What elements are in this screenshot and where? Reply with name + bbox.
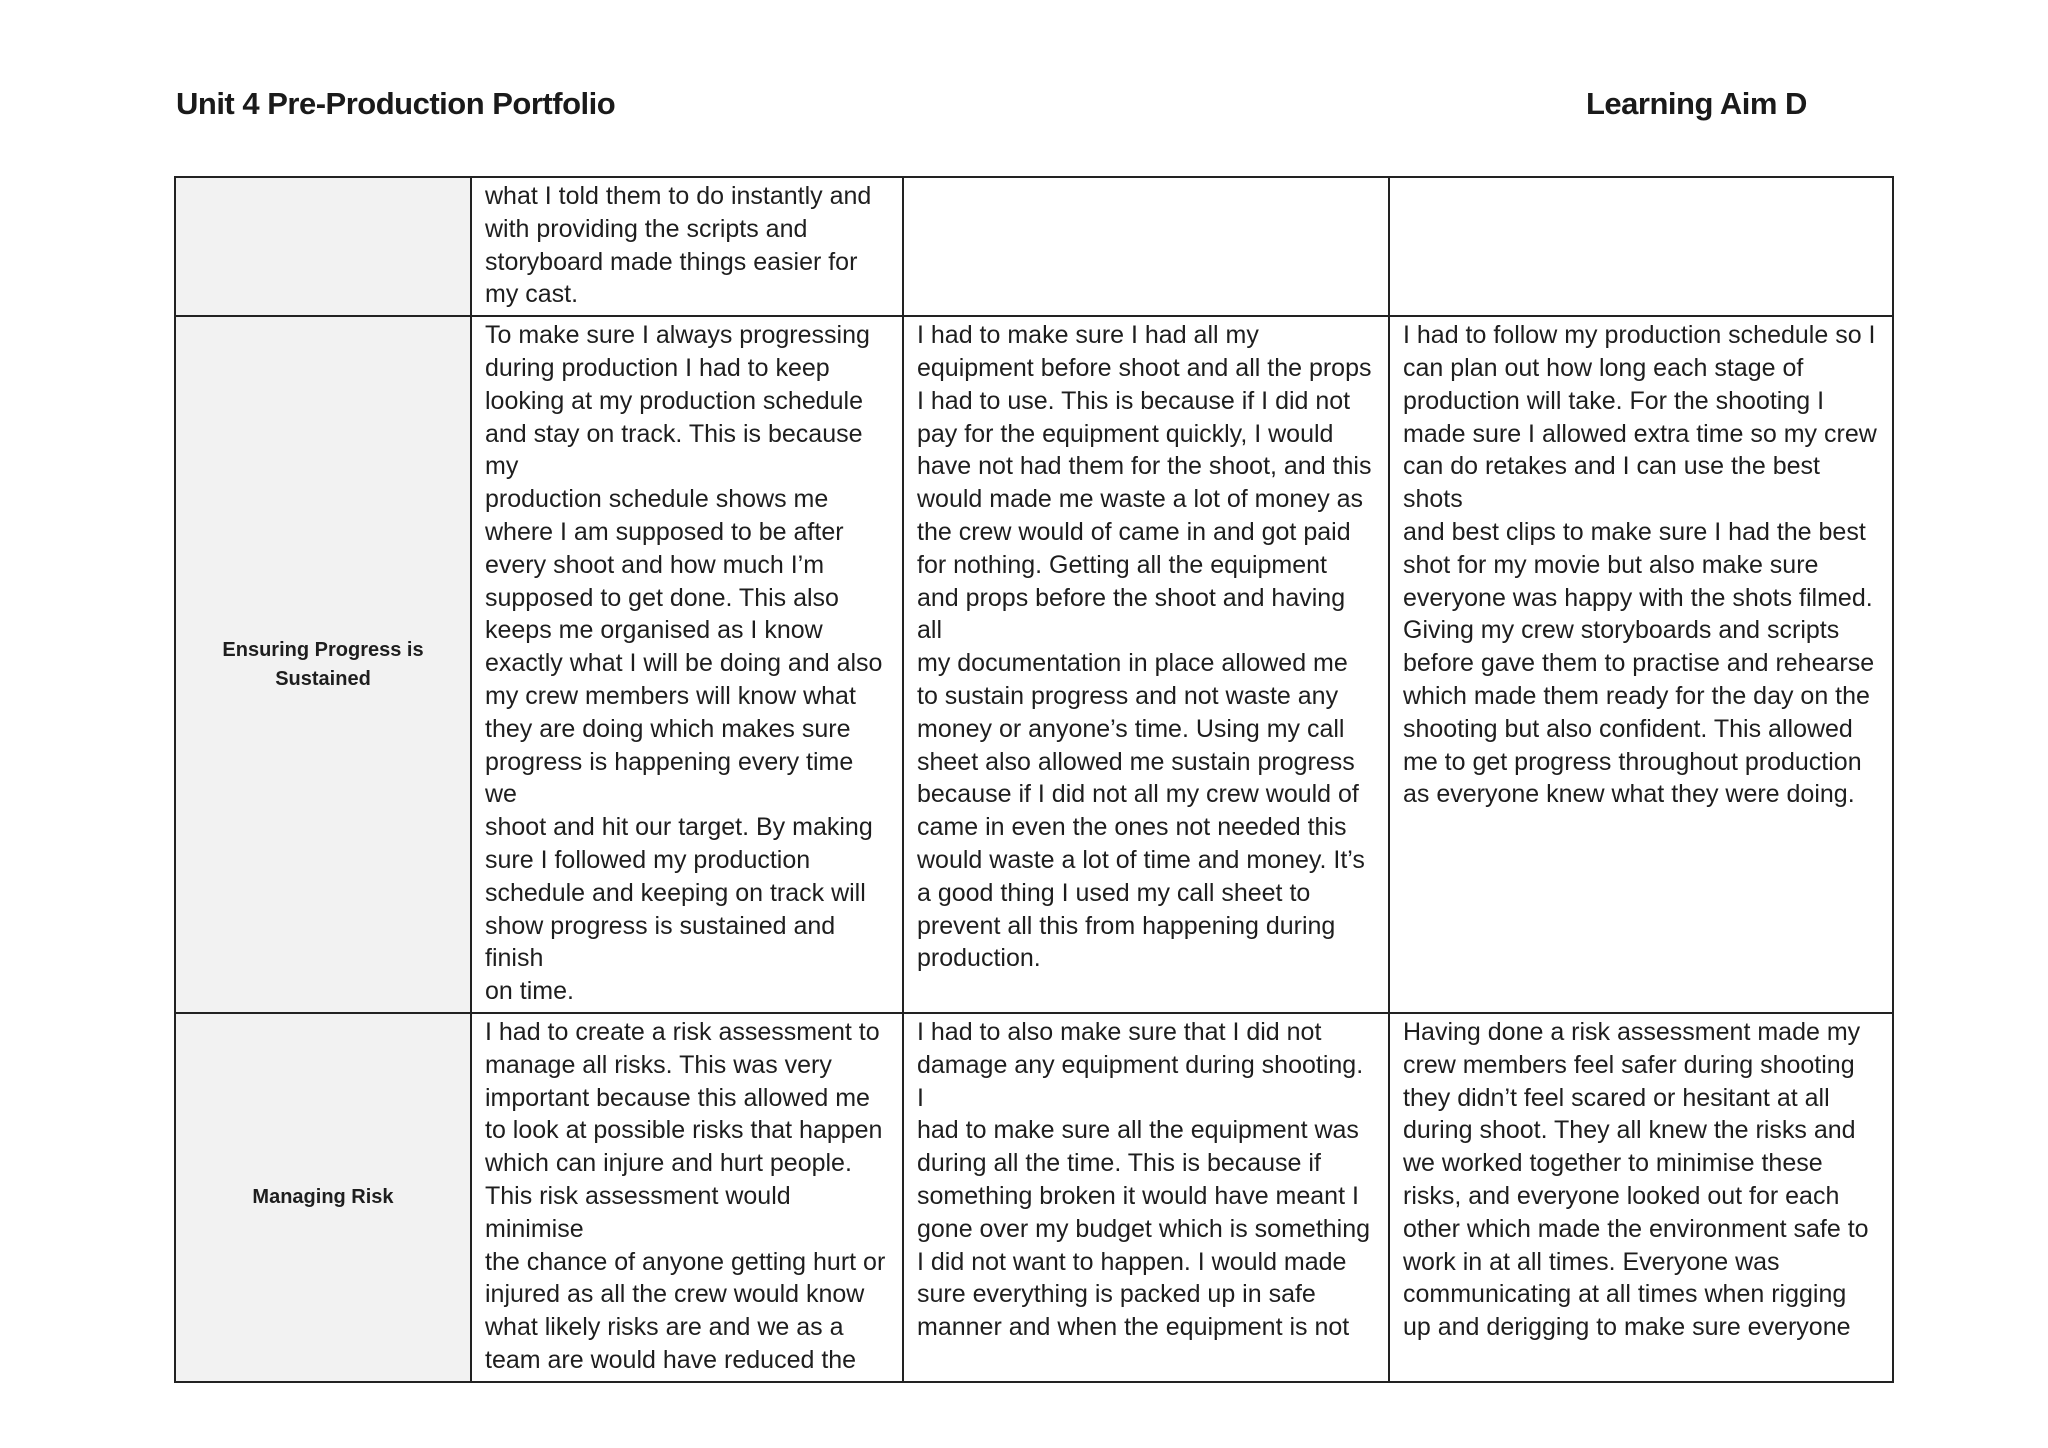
row-label-cell (175, 1013, 471, 1382)
learning-aim-label: Learning Aim D (1586, 86, 1807, 121)
table-cell (471, 177, 903, 316)
row-label-managing-risk: Managing Risk (252, 1185, 394, 1208)
row-label-cell (175, 177, 471, 316)
cell-text: Having done a risk assessment made my crew members feel safer during shooting they didn’t feel scared or hesitant at all during shoot. They all knew the risks and we worked together to minimise these risks, and everyone looked out for each other which made the environment safe to work in at all times. Everyone was communicating at all times when rigging up and derigging to make sure everyone (1403, 1017, 1869, 1342)
table-cell (1389, 177, 1893, 316)
table-cell (903, 316, 1389, 1013)
cell-text: what I told them to do instantly and with providing the scripts and storyboard made things easier for my cast. (485, 182, 872, 309)
page-title: Unit 4 Pre-Production Portfolio (176, 86, 616, 121)
cell-text: I had to make sure I had all my equipment before shoot and all the props I had to use. This is because if I did not pay for the equipment quickly, I would have not had them for the shoot, and this would made me waste a lot of money as the crew would of came in and got paid for nothing. Getting all the equipment and props before the shoot and having all my documentation in place allowed me to sustain progress and not waste any money or anyone’s time. Using my call sheet also allowed me sustain progress because if I did not all my crew would of came in even the ones not needed this would waste a lot of time and money. It’s a good thing I used my call sheet to prevent all this from happening during production. (917, 321, 1372, 973)
cell-text: I had to follow my production schedule so I can plan out how long each stage of production will take. For the shooting I made sure I allowed extra time so my crew can do retakes and I can use the best shots and best clips to make sure I had the best shot for my movie but also make sure everyone was happy with the shots filmed. Giving my crew storyboards and scripts before gave them to practise and rehearse which made them ready for the day on the shooting but also confident. This allowed me to get progress throughout production as everyone knew what they were doing. (1403, 321, 1877, 809)
cell-text: I had to also make sure that I did not damage any equipment during shooting. I had to make sure all the equipment was during all the time. This is because if something broken it would have meant I gone over my budget which is something I did not want to happen. I would made sure everything is packed up in safe manner and when the equipment is not (917, 1017, 1371, 1342)
row-label-ensuring-progress: Ensuring Progress is Sustained (222, 638, 424, 690)
table-cell (471, 316, 903, 1013)
table-row (175, 316, 1893, 1013)
table-cell (903, 1013, 1389, 1382)
table-cell (903, 177, 1389, 316)
table-cell (1389, 1013, 1893, 1382)
table-row (175, 1013, 1893, 1382)
portfolio-table (174, 176, 1894, 1383)
cell-text: I had to create a risk assessment to manage all risks. This was very important because this allowed me to look at possible risks that happen which can injure and hurt people. This risk assessment would minimise the chance of anyone getting hurt or injured as all the crew would know what likely risks are and we as a team are would have reduced the (485, 1017, 886, 1374)
row-label-cell (175, 316, 471, 1013)
cell-text: To make sure I always progressing during production I had to keep looking at my production schedule and stay on track. This is because my production schedule shows me where I am supposed to be after every shoot and how much I’m supposed to get done. This also keeps me organised as I know exactly what I will be doing and also my crew members will know what they are doing which makes sure progress is happening every time we shoot and hit our target. By making sure I followed my production schedule and keeping on track will show progress is sustained and finish on time. (485, 321, 883, 1006)
table-cell (1389, 316, 1893, 1013)
table-cell (471, 1013, 903, 1382)
table-row (175, 177, 1893, 316)
